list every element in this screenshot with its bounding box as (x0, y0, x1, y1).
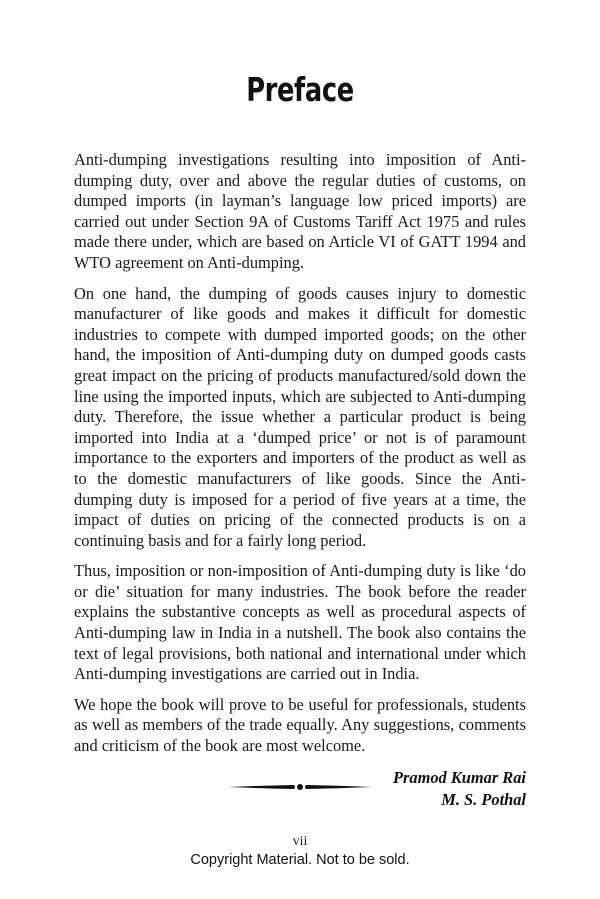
page-title: Preface (246, 70, 354, 109)
copyright-notice: Copyright Material. Not to be sold. (190, 852, 410, 868)
divider-ornament-icon (228, 780, 372, 794)
paragraph-3: Thus, imposition or non-imposition of Anti-dumping duty is like ‘do or die’ situation for many industries. The book before the reader explains the substantive concepts as well as procedural aspects of Anti-dumping law in India in a nutshell. The book also contains the text of legal provisions, both national and international under which Anti-dumping investigations are carried out in India. (74, 561, 526, 684)
paragraph-1: Anti-dumping investigations resulting into imposition of Anti-dumping duty, over and above the regular duties of customs, on dumped imports (in layman’s language low priced imports) are carried out under Section 9A of Customs Tariff Act 1975 and rules made there under, which are based on Article VI of GATT 1994 and WTO agreement on Anti-dumping. (74, 150, 526, 272)
signatory-2: M. S. Pothal (441, 789, 526, 809)
preface-body (74, 150, 526, 811)
paragraph-4: We hope the book will prove to be useful for professionals, students as well as members of the trade equally. Any suggestions, comments and criticism of the book are most welcome. (74, 694, 526, 756)
page-number: vii (292, 834, 308, 849)
paragraph-2: On one hand, the dumping of goods causes injury to domestic manufacturer of like goods and makes it difficult for domestic industries to compete with dumped imported goods; on the other hand, the imposition of Anti-dumping duty on dumped goods casts great impact on the pricing of products manufactured/sold down the line using the imported inputs, which are subjected to Anti-dumping duty. Therefore, the issue whether a particular product is being imported into India at a ‘dumped price’ or not is of paramount importance to the exporters and importers of the product as well as to the domestic manufacturers of like goods. Since the Anti-dumping duty is imposed for a period of five years at a time, the impact of duties on pricing of the connected products is on a continuing basis and for a fairly long period. (74, 283, 526, 550)
signatory-1: Pramod Kumar Rai (393, 767, 526, 787)
